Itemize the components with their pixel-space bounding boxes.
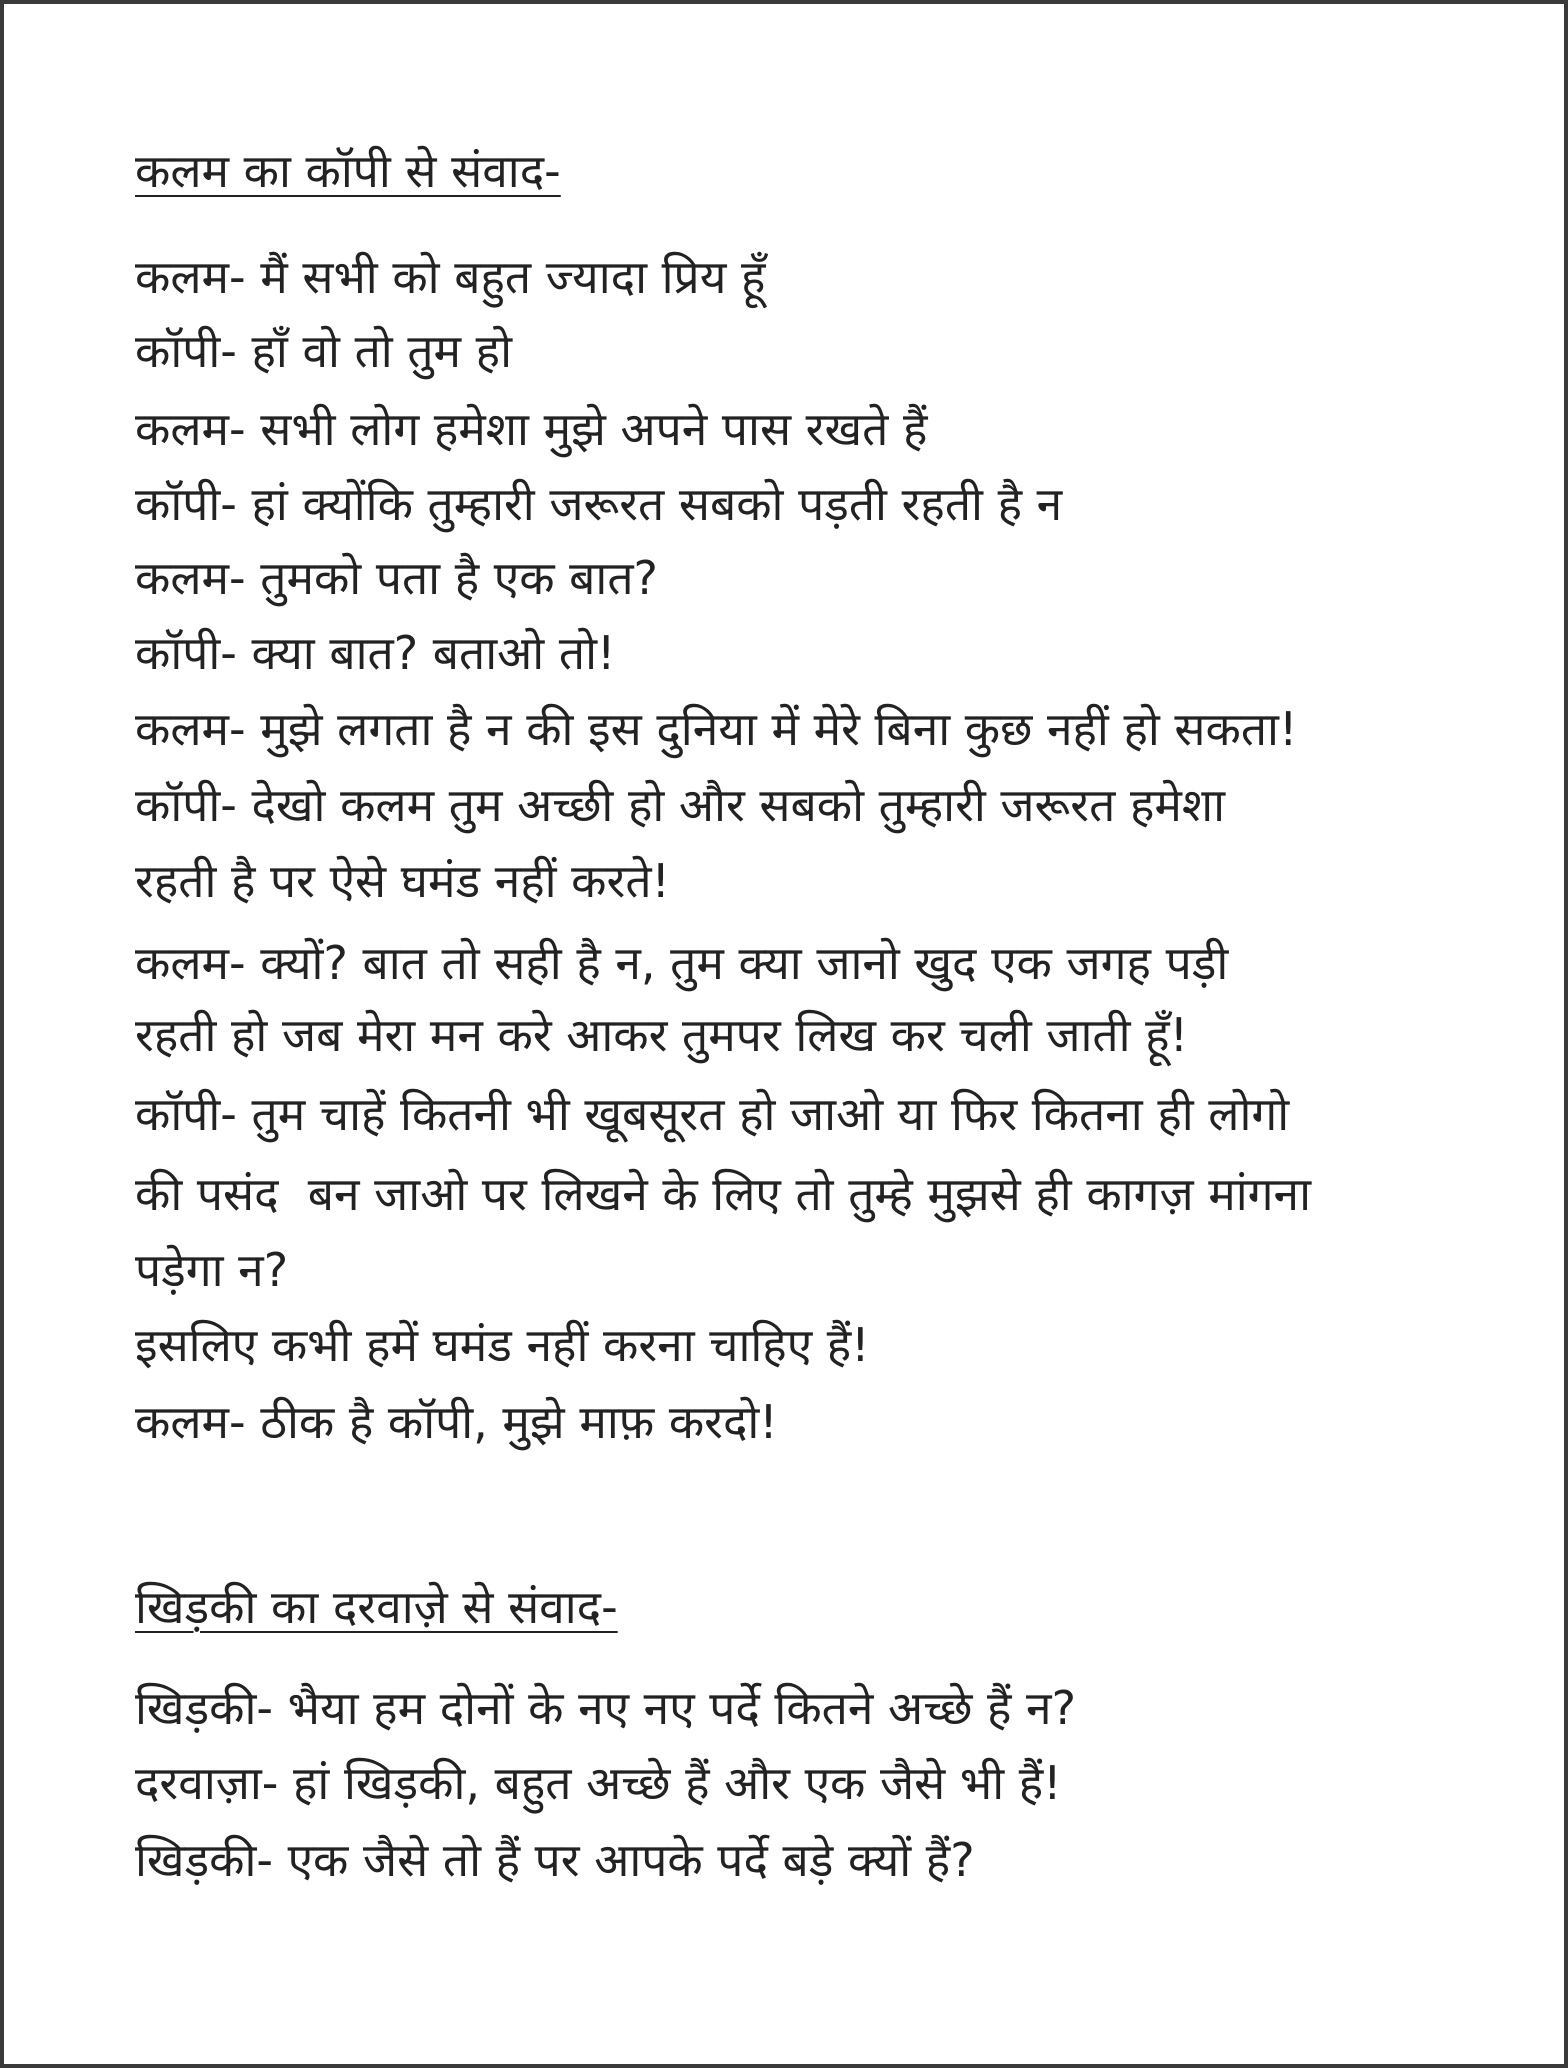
dialogue-line: रहती है पर ऐसे घमंड नहीं करते! [135,854,670,908]
section-heading-window-door: खिड़की का दरवाज़े से संवाद- [135,1580,618,1634]
dialogue-line: इसलिए कभी हमें घमंड नहीं करना चाहिए हैं! [135,1318,870,1372]
dialogue-line: की पसंद बन जाओ पर लिखने के लिए तो तुम्हे मुझसे ही कागज़ मांगना [135,1167,1311,1221]
dialogue-line: कलम- मुझे लगता है न की इस दुनिया में मेरे बिना कुछ नहीं हो सकता! [135,702,1298,756]
section-heading-pen-copy: कलम का कॉपी से संवाद- [135,144,561,198]
dialogue-line: कलम- क्यों? बात तो सही है न, तुम क्या जानो खुद एक जगह पड़ी [135,936,1229,990]
dialogue-line: खिड़की- एक जैसे तो हैं पर आपके पर्दे बड़े क्यों हैं? [135,1833,975,1887]
dialogue-line: कलम- ठीक है कॉपी, मुझे माफ़ करदो! [135,1395,778,1449]
dialogue-line: कलम- मैं सभी को बहुत ज्यादा प्रिय हूँ [135,250,766,304]
dialogue-line: रहती हो जब मेरा मन करे आकर तुमपर लिख कर चली जाती हूँ! [135,1008,1189,1062]
dialogue-line: कॉपी- तुम चाहें कितनी भी खूबसूरत हो जाओ या फिर कितना ही लोगो [135,1087,1290,1141]
dialogue-line: खिड़की- भैया हम दोनों के नए नए पर्दे कितने अच्छे हैं न? [135,1681,1076,1735]
dialogue-line: कॉपी- हाँ वो तो तुम हो [135,324,513,378]
dialogue-line: कॉपी- हां क्योंकि तुम्हारी जरूरत सबको पड़ती रहती है न [135,477,1063,531]
dialogue-line: कॉपी- क्या बात? बताओ तो! [135,626,616,680]
dialogue-line: कलम- तुमको पता है एक बात? [135,551,658,605]
dialogue-line: कलम- सभी लोग हमेशा मुझे अपने पास रखते हैं [135,402,928,456]
dialogue-line: कॉपी- देखो कलम तुम अच्छी हो और सबको तुम्हारी जरूरत हमेशा [135,778,1226,832]
dialogue-line: दरवाज़ा- हां खिड़की, बहुत अच्छे हैं और एक जैसे भी हैं! [135,1756,1062,1810]
dialogue-line: पड़ेगा न? [135,1243,289,1297]
